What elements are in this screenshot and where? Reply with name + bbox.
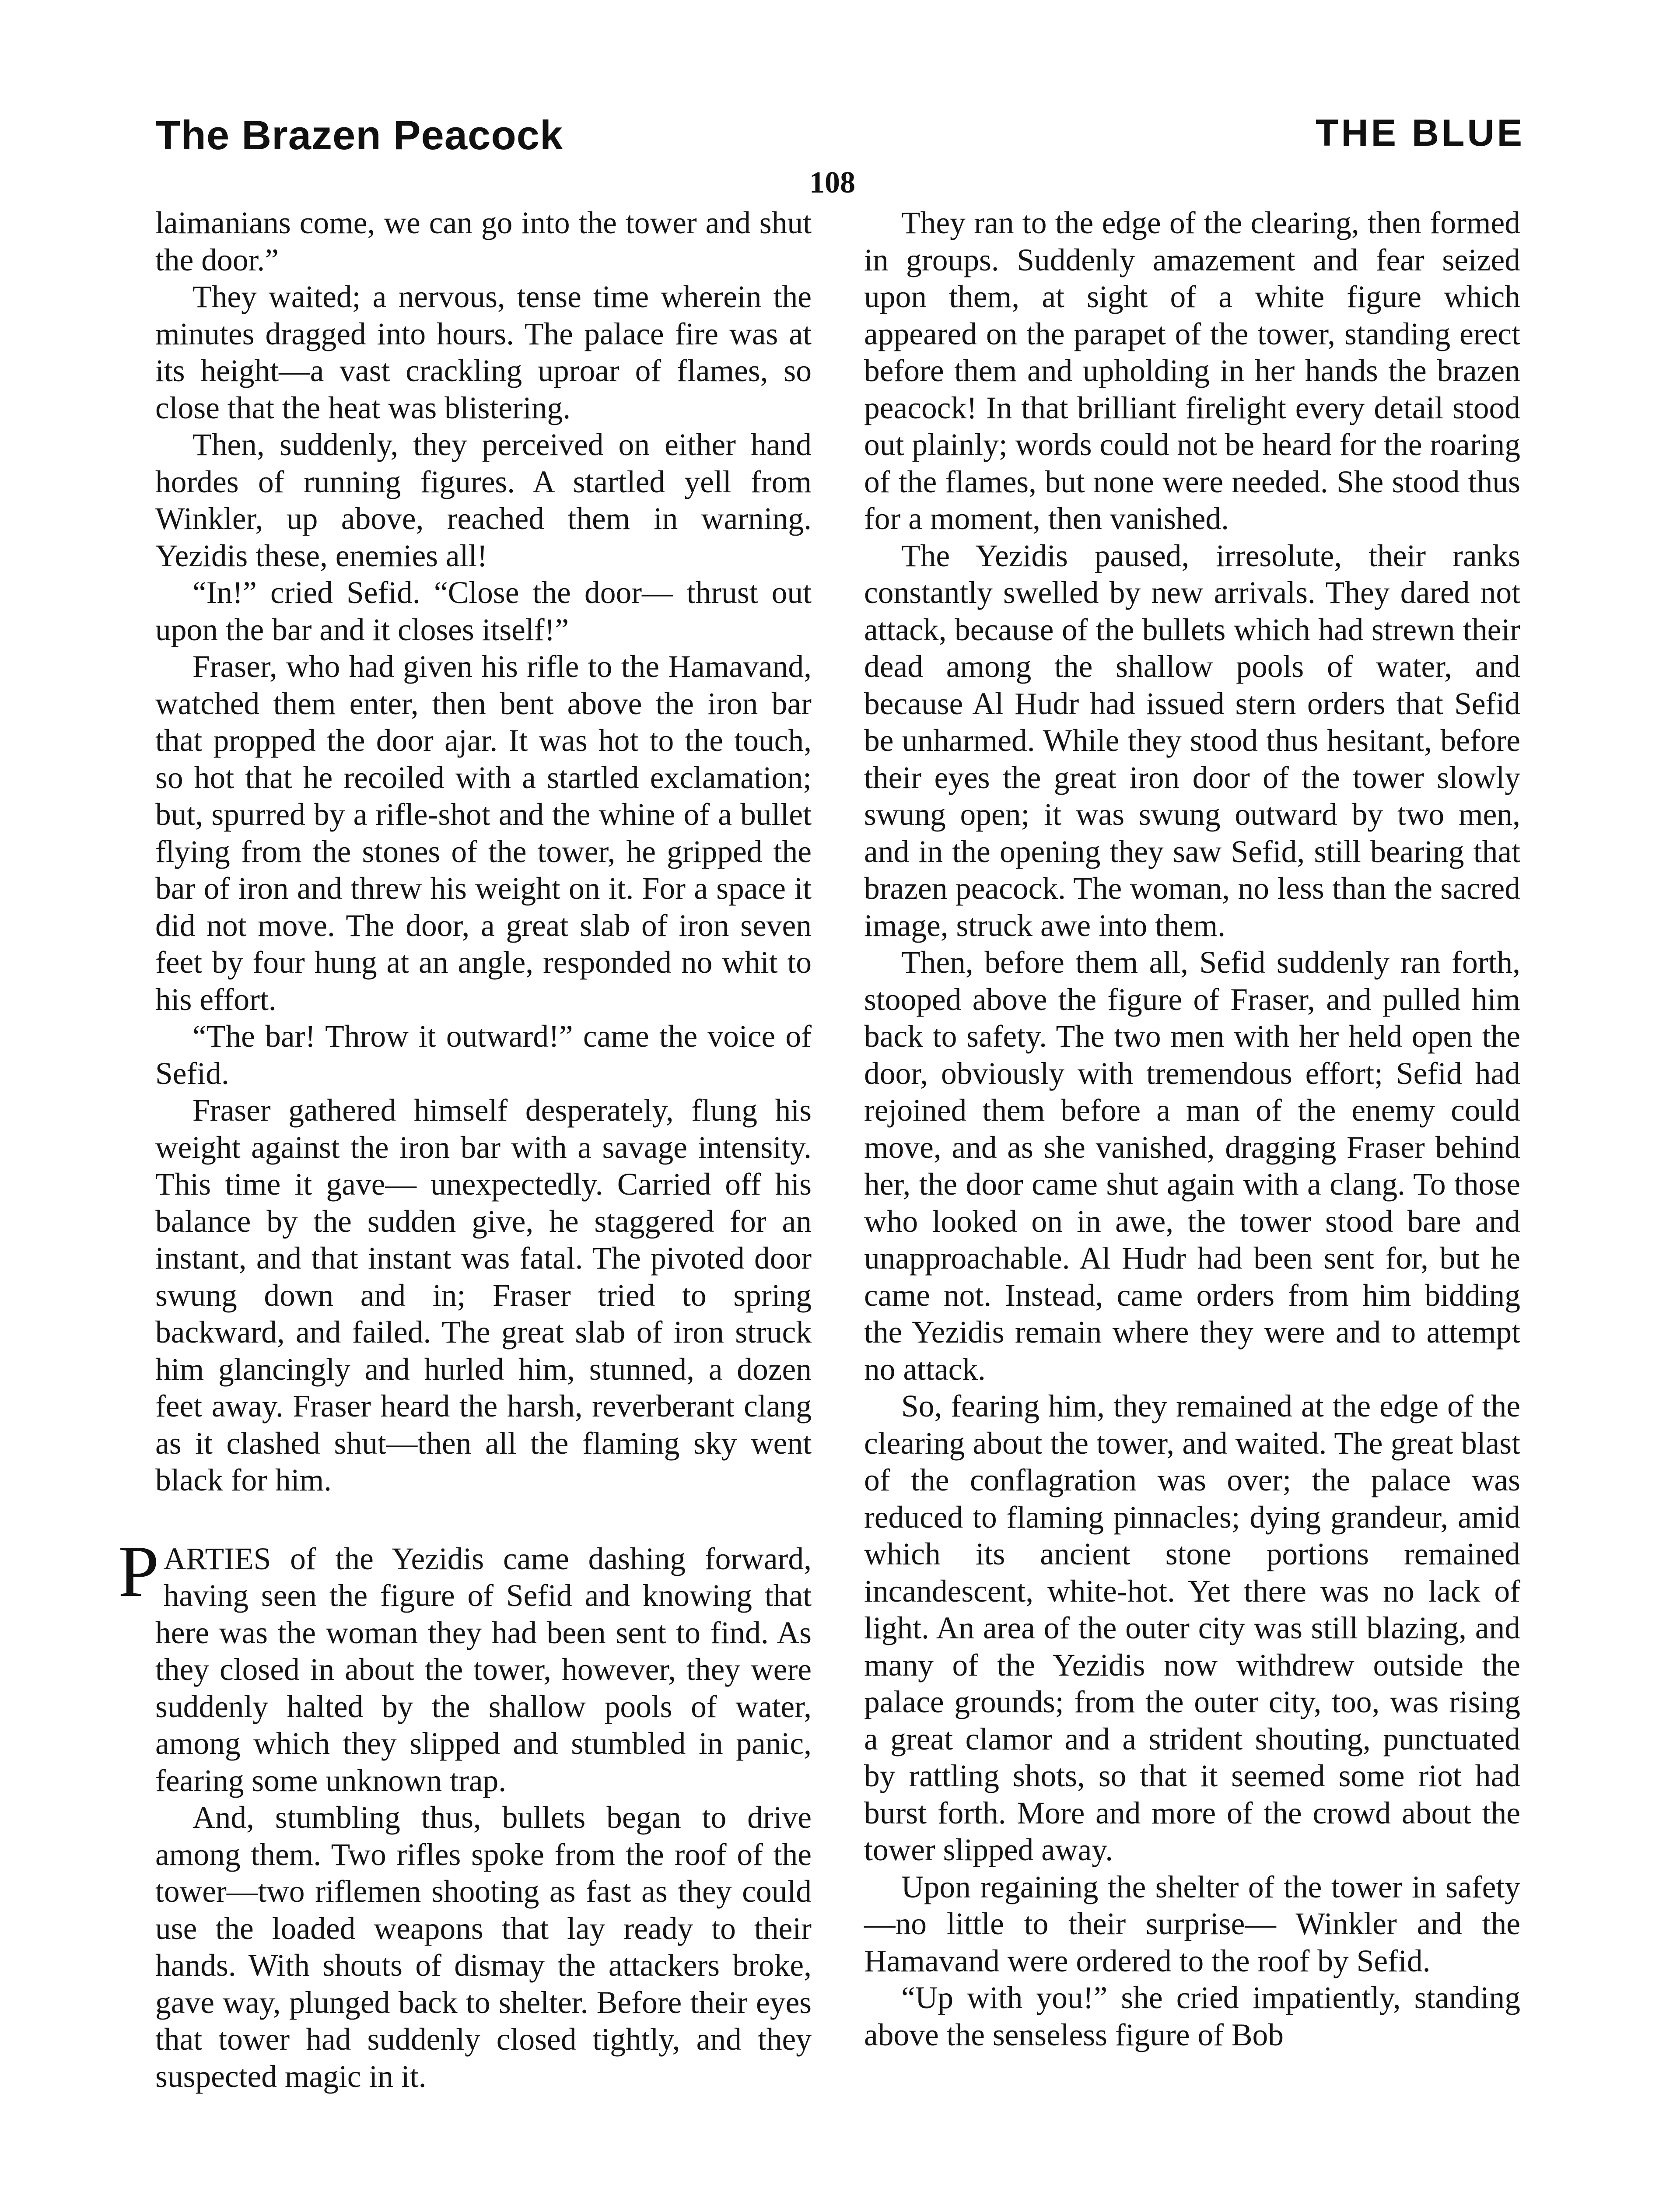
paragraph: So, fearing him, they remained at the edge of the clearing about the tower, and waited. The great blast of the conflagration was over; the palace was reduced to flaming pinnacles; dying grandeur, amid which its ancient stone portions remained incandescent, white-hot. Yet there was no lack of light. An area of the outer city was still blazing, and many of the Yezidis now withdrew outside the palace grounds; from the outer city, too, was rising a great clamor and a strident shouting, punctuated by rattling shots, so that it seemed some riot had burst forth. More and more of the crowd about the tower slipped away. xyxy=(864,1389,1520,1867)
paragraph: Upon regaining the shelter of the tower in safety—no little to their surprise— Winkler and the Hamavand were ordered to the roof by Sefid. xyxy=(864,1869,1520,1978)
page-header xyxy=(155,112,1525,173)
section-paragraph xyxy=(118,1530,812,1800)
right-column xyxy=(864,205,1520,2054)
paragraph: They ran to the edge of the clearing, then formed in groups. Suddenly amazement and fear seized upon them, at sight of a white figure which appeared on the parapet of the tower, standing erect before them and upholding in her hands the brazen peacock! In that brilliant firelight every detail stood out plainly; words could not be heard for the roaring of the flames, but none were needed. She stood thus for a moment, then vanished. xyxy=(864,206,1520,536)
paragraph: Then, suddenly, they perceived on either hand hordes of running figures. A startled yell from Winkler, up above, reached them in warning. Yezidis these, enemies all! xyxy=(155,428,812,573)
left-column xyxy=(118,205,812,2095)
section-text: ARTIES of the Yezidis came dashing forward, having seen the figure of Sefid and knowing that here was the woman they had been sent to find. As they closed in about the tower, however, they were suddenly halted by the shallow pools of water, among which they slipped and stumbled in panic, fearing some unknown trap. xyxy=(155,1541,812,1798)
paragraph: Fraser, who had given his rifle to the Hamavand, watched them enter, then bent above the iron bar that propped the door ajar. It was hot to the touch, so hot that he recoiled with a startled exclamation; but, spurred by a rifle-shot and the whine of a bullet flying from the stones of the tower, he gripped the bar of iron and threw his weight on it. For a space it did not move. The door, a great slab of iron seven feet by four hung at an angle, responded no whit to his effort. xyxy=(155,649,812,1017)
paragraph: “In!” cried Sefid. “Close the door— thrust out upon the bar and it closes itself!” xyxy=(155,575,812,647)
paragraph: “The bar! Throw it outward!” came the voice of Sefid. xyxy=(155,1019,812,1091)
drop-cap: P xyxy=(118,1530,159,1612)
paragraph: “Up with you!” she cried impatiently, standing above the senseless figure of Bob xyxy=(864,1981,1520,2052)
paragraph: Fraser gathered himself desperately, flung his weight against the iron bar with a savage intensity. This time it gave— unexpectedly. Carried off his balance by the sudden give, he staggered for an instant, and that instant was fatal. The pivoted door swung down and in; Fraser tried to spring backward, and failed. The great slab of iron struck him glancingly and hurled him, stunned, a dozen feet away. Fraser heard the harsh, reverberant clang as it clashed shut—then all the flaming sky went black for him. xyxy=(155,1093,812,1497)
paragraph: They waited; a nervous, tense time wherein the minutes dragged into hours. The palace fire was at its height—a vast crackling uproar of flames, so close that the heat was blistering. xyxy=(155,280,812,425)
page-number: 108 xyxy=(809,166,855,200)
paragraph: Then, before them all, Sefid suddenly ran forth, stooped above the figure of Fraser, and pulled him back to safety. The two men with her held open the door, obviously with tremendous effort; Sefid had rejoined them before a man of the enemy could move, and as she vanished, dragging Fraser behind her, the door came shut again with a clang. To those who looked on in awe, the tower stood bare and unapproachable. Al Hudr had been sent for, but he came not. Instead, came orders from him bidding the Yezidis remain where they were and to attempt no attack. xyxy=(864,945,1520,1387)
magazine-title: THE BLUE xyxy=(1316,112,1525,154)
paragraph: laimanians come, we can go into the tower and shut the door.” xyxy=(155,206,812,277)
paragraph: The Yezidis paused, irresolute, their ranks constantly swelled by new arrivals. They dared not attack, because of the bullets which had strewn their dead among the shallow pools of water, and because Al Hudr had issued stern orders that Sefid be unharmed. While they stood thus hesitant, before their eyes the great iron door of the tower slowly swung open; it was swung outward by two men, and in the opening they saw Sefid, still bearing that brazen peacock. The woman, no less than the sacred image, struck awe into them. xyxy=(864,538,1520,943)
paragraph: And, stumbling thus, bullets began to drive among them. Two rifles spoke from the roof of the tower—two riflemen shooting as fast as they could use the loaded weapons that lay ready to their hands. With shouts of dismay the attackers broke, gave way, plunged back to shelter. Before their eyes that tower had suddenly closed tightly, and they suspected magic in it. xyxy=(155,1800,812,2094)
story-title: The Brazen Peacock xyxy=(155,112,564,158)
